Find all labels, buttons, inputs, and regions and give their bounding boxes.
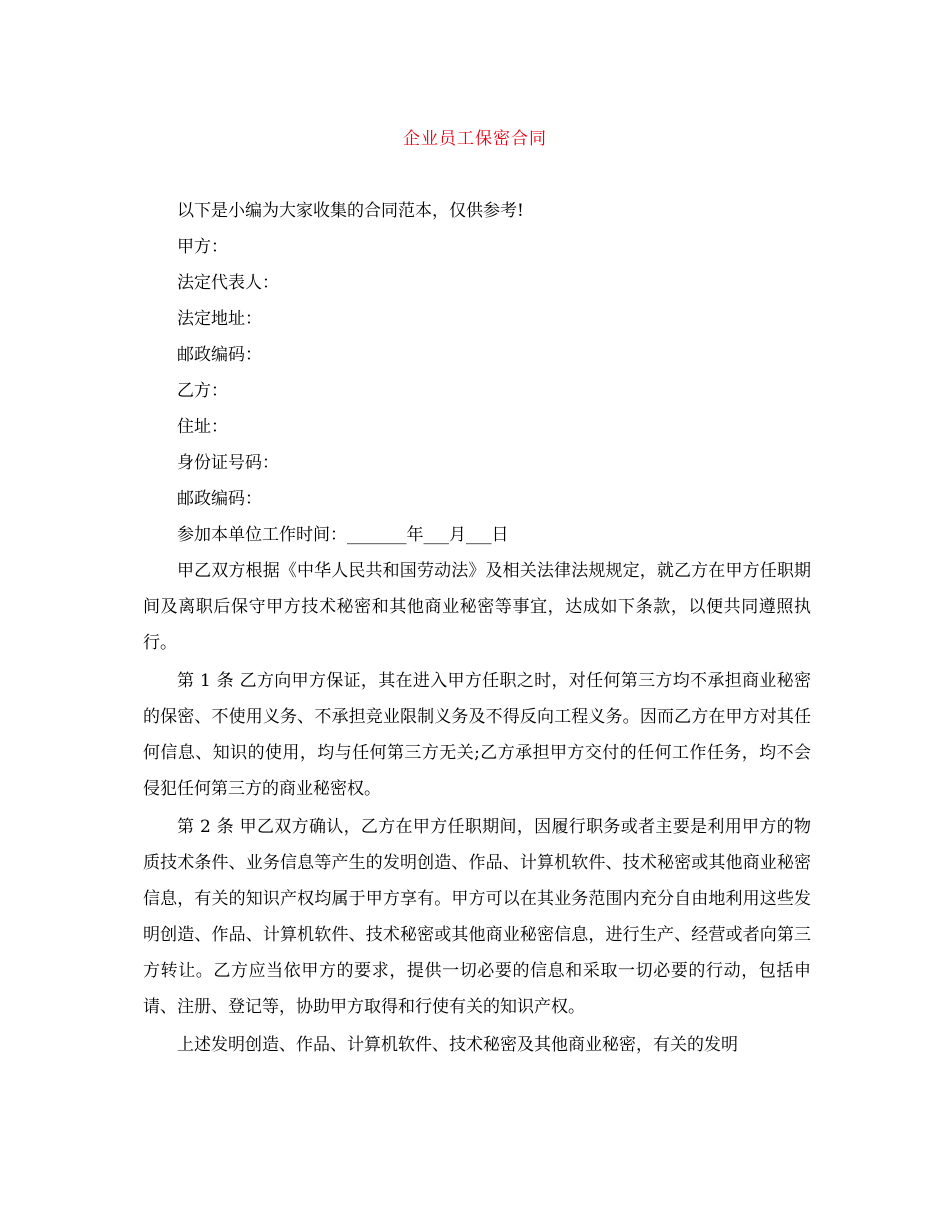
field-party-b: 乙方： <box>177 381 228 401</box>
article-1-paragraph: 第 1 条 乙方向甲方保证，其在进入甲方任职之时，对任何第三方均不承担商业秘密的保密、不使用义务、不承担竞业限制义务及不得反向工程义务。因而乙方在甲方对其任何信息、知识的使用，均与任何第三方无关;乙方承担甲方交付的任何工作任务，均不会侵犯任何第三方的商业秘密权。 <box>143 671 811 799</box>
article-2-paragraph: 第 2 条 甲乙双方确认，乙方在甲方任职期间，因履行职务或者主要是利用甲方的物质技术条件、业务信息等产生的发明创造、作品、计算机软件、技术秘密或其他商业秘密信息，有关的知识产权均属于甲方享有。甲方可以在其业务范围内充分自由地利用这些发明创造、作品、计算机软件、技术秘密或其他商业秘密信息，进行生产、经营或者向第三方转让。乙方应当依甲方的要求，提供一切必要的信息和采取一切必要的行动，包括申请、注册、登记等，协助甲方取得和行使有关的知识产权。 <box>143 817 811 1017</box>
preamble-paragraph: 甲乙双方根据《中华人民共和国劳动法》及相关法律法规规定，就乙方在甲方任职期间及离职后保守甲方技术秘密和其他商业秘密等事宜，达成如下条款，以便共同遵照执行。 <box>143 561 811 653</box>
field-legal-representative: 法定代表人： <box>177 273 279 293</box>
document-body <box>143 193 811 1063</box>
intro-line: 以下是小编为大家收集的合同范本，仅供参考! <box>177 201 524 221</box>
document-title: 企业员工保密合同 <box>403 129 547 149</box>
field-legal-address: 法定地址： <box>177 309 262 329</box>
field-join-date: 参加本单位工作时间：_______年___月___日 <box>177 525 509 545</box>
field-id-number: 身份证号码： <box>177 453 279 473</box>
continuation-paragraph: 上述发明创造、作品、计算机软件、技术秘密及其他商业秘密，有关的发明 <box>177 1035 738 1055</box>
field-party-a: 甲方： <box>177 237 228 257</box>
field-address: 住址： <box>177 417 228 437</box>
field-postal-code-a: 邮政编码： <box>177 345 262 365</box>
field-postal-code-b: 邮政编码： <box>177 489 262 509</box>
